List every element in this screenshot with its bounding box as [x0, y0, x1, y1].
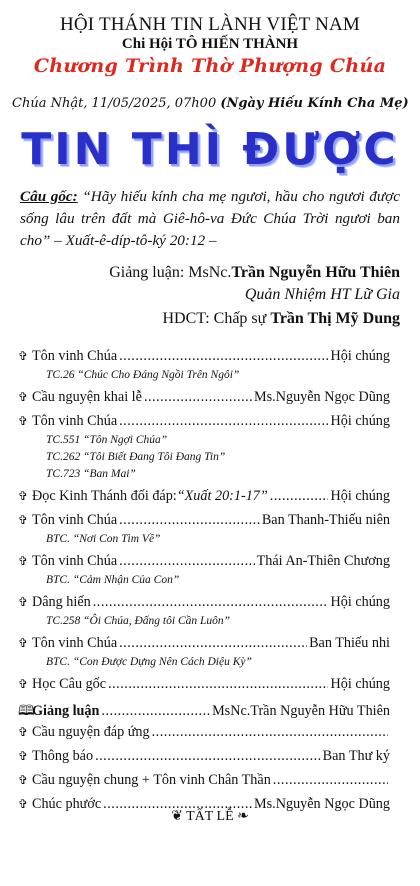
order-item-leader: Ban Thanh-Thiếu niên [261, 512, 390, 528]
preacher-block [109, 262, 400, 306]
order-item [18, 676, 390, 696]
order-item [18, 488, 390, 508]
order-item [18, 348, 390, 368]
leader-dots [119, 413, 328, 430]
order-item-label: Cầu nguyện khai lễ [32, 389, 142, 405]
hymn-entry: TC.26 “Chúc Cho Đáng Ngồi Trên Ngôi” [46, 369, 240, 381]
leader-dots [273, 772, 388, 789]
closing [0, 808, 420, 825]
memory-verse [20, 186, 400, 252]
order-item-label: Tôn vinh Chúa [32, 413, 118, 429]
order-item [18, 700, 390, 720]
hymn-entry: TC.723 “Ban Mai” [46, 468, 136, 480]
hymn-entry: TC.262 “Tôi Biết Đang Tôi Đang Tin” [46, 451, 226, 463]
cross-bullet-icon: ✞ [18, 636, 29, 650]
order-item-label: Cầu nguyện chung + Tôn vinh Chân Thần [32, 772, 271, 788]
leader-dots [152, 724, 388, 741]
org-name: HỘI THÁNH TIN LÀNH VIỆT NAM [59, 14, 361, 35]
order-item-label: Chúc phước [32, 796, 102, 812]
order-item-leader: Ms.Nguyễn Ngọc Dũng [254, 389, 390, 405]
order-item-leader: MsNc.Trần Nguyễn Hữu Thiên [212, 703, 390, 719]
order-item [18, 772, 390, 792]
closing-text: TẤT LỄ [186, 809, 234, 824]
leader-dots [101, 703, 210, 720]
branch-name: Chi Hội TÔ HIẾN THÀNH [121, 36, 299, 52]
preacher-label: Giảng luận: MsNc. [109, 264, 232, 281]
order-item [18, 553, 390, 573]
order-item-leader: Thái An-Thiên Chương [256, 553, 390, 569]
order-item [18, 635, 390, 655]
cross-bullet-icon: ✞ [18, 489, 29, 503]
cross-bullet-icon: ✞ [18, 595, 29, 609]
order-item-leader: Hội chúng [330, 348, 390, 364]
leader-dots [119, 512, 260, 529]
order-item-reference: “Xuất 20:1-17” [176, 488, 268, 504]
date-line [12, 96, 412, 111]
order-item-leader: Hội chúng [330, 676, 390, 692]
verse-label: Câu gốc: [20, 188, 78, 205]
order-item-label: Tôn vinh Chúa [32, 512, 118, 528]
order-item-label: Thông báo [32, 748, 94, 764]
order-of-service [18, 348, 390, 820]
cross-bullet-icon: ✞ [18, 797, 29, 811]
order-item-label: Tôn vinh Chúa [32, 635, 118, 651]
cross-bullet-icon: ✞ [18, 390, 29, 404]
order-item-label: Tôn vinh Chúa [32, 348, 118, 364]
hdct-name: Trần Thị Mỹ Dung [270, 310, 400, 327]
hymn-entry: BTC. “Cảm Nhận Của Con” [46, 574, 180, 586]
cross-bullet-icon: ✞ [18, 725, 29, 739]
hymn-entry: BTC. “Con Được Dựng Nên Cách Diệu Kỳ” [46, 656, 252, 668]
order-item-leader: Hội chúng [330, 488, 390, 504]
leader-dots [93, 594, 329, 611]
leader-dots [270, 488, 329, 505]
cross-bullet-icon: ✞ [18, 349, 29, 363]
order-item [18, 512, 390, 532]
order-item-label: Giảng luận [32, 703, 100, 719]
program-title: Chương Trình Thờ Phượng Chúa [33, 55, 387, 77]
leader-dots [119, 635, 307, 652]
verse-reference: – Xuất-ê-díp-tô-ký 20:12 – [54, 232, 217, 249]
hymn-entry: BTC. “Nơi Con Tìm Về” [46, 533, 161, 545]
cross-bullet-icon: ✞ [18, 513, 29, 527]
hdct-line [162, 310, 400, 328]
order-item-label: Học Câu gốc [32, 676, 107, 692]
book-icon: 🕮 [18, 704, 35, 719]
cross-bullet-icon: ✞ [18, 677, 29, 691]
order-item-leader: Hội chúng [330, 594, 390, 610]
leader-dots [119, 348, 328, 365]
order-item [18, 748, 390, 768]
hymn-entry: TC.551 “Tôn Ngợi Chúa” [46, 434, 168, 446]
order-item [18, 389, 390, 409]
order-item-leader: Hội chúng [330, 413, 390, 429]
leader-dots [95, 748, 321, 765]
order-item-leader: Ms.Nguyễn Ngọc Dũng [254, 796, 390, 812]
sermon-title: TIN THÌ ĐƯỢC [21, 124, 399, 175]
flourish-icon: ❦ [171, 809, 183, 824]
preacher-role: Quản Nhiệm HT Lữ Gia [244, 286, 400, 303]
verse-text: “Hãy hiếu kính cha mẹ ngươi, hầu cho ngươi được sống lâu trên đất mà Giê-hô-va Đức Chúa Trời ngươi ban cho” [20, 188, 400, 249]
hdct-label: HDCT: Chấp sự [162, 310, 271, 327]
cross-bullet-icon: ✞ [18, 773, 29, 787]
preacher-line [109, 262, 400, 284]
service-date: Chúa Nhật, 11/05/2025, 07h00 [12, 96, 217, 111]
leader-dots [119, 553, 254, 570]
order-item-label: Tôn vinh Chúa [32, 553, 118, 569]
order-item-label: Cầu nguyện đáp ứng [32, 724, 150, 740]
occasion: (Ngày Hiếu Kính Cha Mẹ) [220, 96, 409, 111]
order-item-leader: Ban Thiếu nhi [309, 635, 390, 651]
order-item [18, 594, 390, 614]
order-item-leader: Ban Thư ký [322, 748, 390, 764]
leader-dots [108, 676, 328, 693]
hymn-entry: TC.258 “Ôi Chúa, Đấng tôi Cần Luôn” [46, 615, 231, 627]
cross-bullet-icon: ✞ [18, 414, 29, 428]
order-item-label: Dâng hiến [32, 594, 91, 610]
cross-bullet-icon: ✞ [18, 554, 29, 568]
order-item-label: Đọc Kinh Thánh đối đáp: [32, 488, 177, 504]
cross-bullet-icon: ✞ [18, 749, 29, 763]
order-item [18, 724, 390, 744]
flourish-icon: ❧ [237, 809, 249, 824]
order-item [18, 413, 390, 433]
leader-dots [144, 389, 252, 406]
preacher-name: Trần Nguyễn Hữu Thiên [231, 264, 400, 281]
